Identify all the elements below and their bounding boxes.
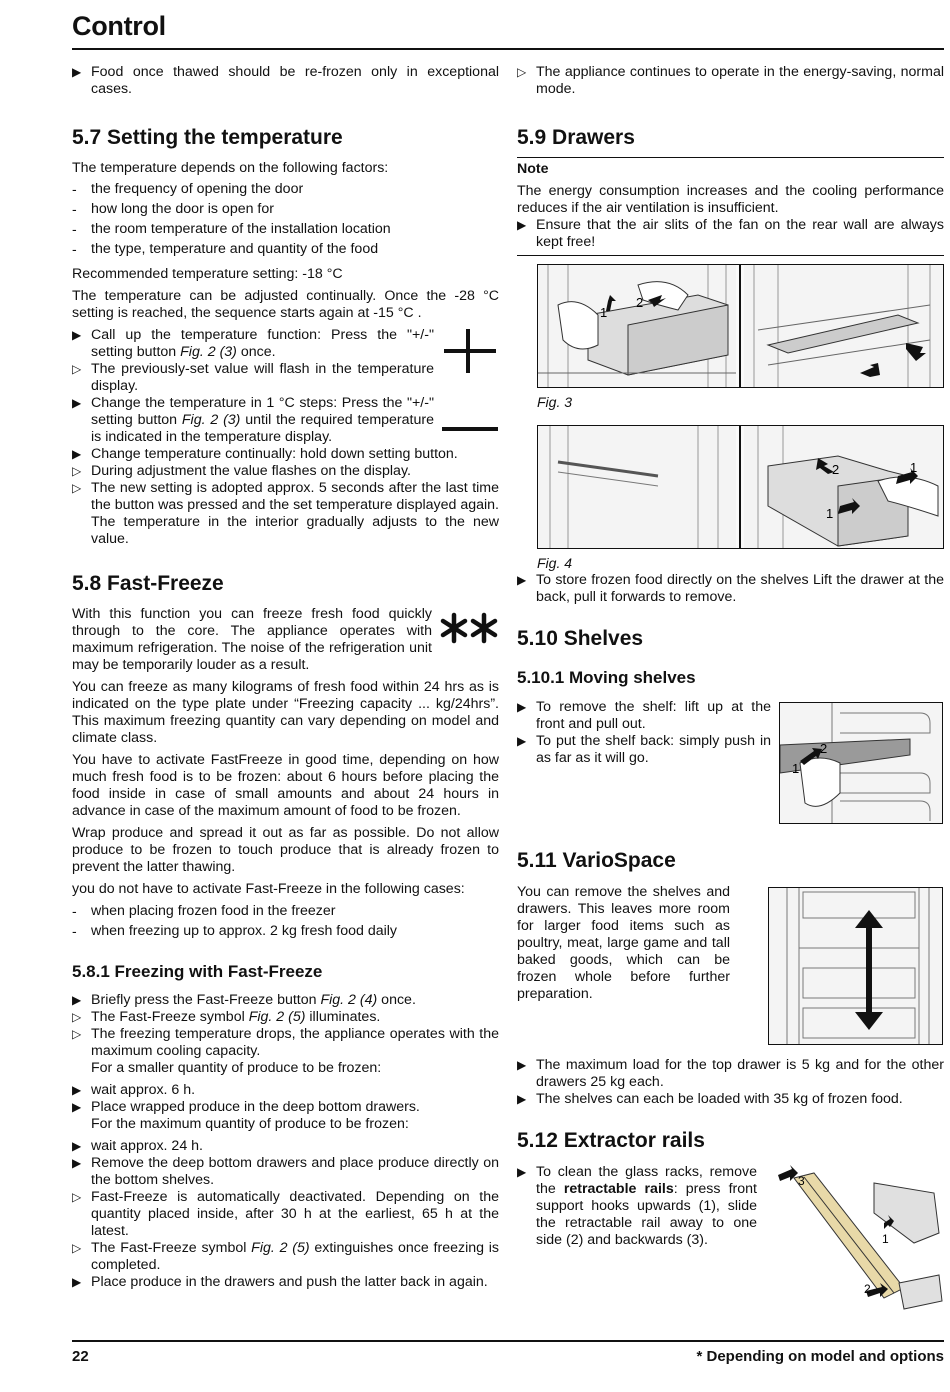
section-5-8-1-heading: 5.8.1 Freezing with Fast-Freeze (72, 962, 323, 981)
list-item: ▶ To store frozen food directly on the shelves Lift the drawer at the back, pull it forwards to remove. (517, 572, 944, 605)
list-item: ▷ Fast-Freeze is automatically deactivated. Depending on the quantity placed inside, after 30 h at the earliest, 65 h at the latest. (72, 1189, 499, 1239)
left-column (72, 64, 499, 1291)
header-rule (72, 48, 944, 50)
list-item: ▶ To put the shelf back: simply push in as far as it will go. (517, 733, 771, 766)
paragraph: You can freeze as many kilograms of fresh food within 24 hrs as is indicated on the type plate under “Freezing capacity ... kg/24hrs”. This maximum freezing quantity can vary depending on model and climate class. (72, 679, 499, 746)
variospace-loads (517, 1057, 944, 1108)
list-item: ▶ The shelves can each be loaded with 35 kg of frozen food. (517, 1091, 903, 1107)
list-item: ▷ The previously-set value will flash in the temperature display. (72, 361, 434, 394)
figure-3-drawer-removal (537, 264, 944, 388)
figure-label: 1 (882, 1232, 889, 1246)
note-title: Note (517, 157, 944, 178)
snowflake-icon (440, 612, 500, 644)
figure-4-caption: Fig. 4 (537, 555, 573, 571)
paragraph: The temperature depends on the following factors: (72, 160, 389, 176)
list-item: ▶ Place produce in the drawers and push the latter back in again. (72, 1274, 488, 1290)
list-item: ▷ The Fast-Freeze symbol Fig. 2 (5) illuminates. (72, 1009, 381, 1025)
list-item: ▷ The freezing temperature drops, the appliance operates with the maximum cooling capacity. (72, 1026, 499, 1059)
paragraph: You have to activate FastFreeze in good time, depending on how much fresh food is to be frozen: about 6 hours before placing the food inside in case of small amounts and about 24 hours in advance in case of the maximum amount of food to be frozen. (72, 752, 499, 819)
plus-minus-icon (440, 325, 500, 445)
section-5-10-heading: 5.10 Shelves (517, 627, 644, 650)
list-item: ▷ The new setting is adopted approx. 5 seconds after the last time the button was pressed and the set temperature displayed again. The temperature in the interior gradually adjusts to the new value. (72, 480, 499, 547)
paragraph: With this function you can freeze fresh food quickly through to the core. The appliance operates with maximum refrigeration. The noise of the refrigeration unit may be temporarily louder as a result. (72, 606, 432, 673)
section-5-11-heading: 5.11 VarioSpace (517, 849, 676, 872)
list-item: - when freezing up to approx. 2 kg fresh food daily (72, 923, 398, 939)
figure-label: 2 (864, 1282, 871, 1296)
list-item: ▷ The Fast-Freeze symbol Fig. 2 (5) extinguishes once freezing is completed. (72, 1240, 500, 1273)
list-item: ▶ wait approx. 6 h. (72, 1082, 196, 1098)
figure-moving-shelves (779, 702, 943, 824)
section-5-10-1-heading: 5.10.1 Moving shelves (517, 668, 696, 687)
figure-label: 1 (600, 305, 608, 320)
right-column (517, 64, 944, 256)
paragraph: You can remove the shelves and drawers. This leaves more room for larger food items such as poultry, meat, large game and tall baked goods, which can be frozen whole before further preparation. (517, 884, 730, 1002)
figure-3-caption: Fig. 3 (537, 394, 573, 410)
list-item: ▶ Change temperature continually: hold down setting button. (72, 446, 458, 462)
paragraph: Recommended temperature setting: -18 °C (72, 266, 343, 282)
footnote: * Depending on model and options (696, 1348, 944, 1365)
figure-label: 2 (832, 462, 840, 477)
list-item: ▶ The maximum load for the top drawer is 5 kg and for the other drawers 25 kg each. (517, 1057, 944, 1090)
list-item: ▶ Call up the temperature function: Press the "+/-" setting button Fig. 2 (3) once. (72, 327, 434, 360)
list-item: - when placing frozen food in the freezer (72, 903, 336, 919)
section-5-12-heading: 5.12 Extractor rails (517, 1129, 705, 1152)
list-item: ▶ wait approx. 24 h. (72, 1138, 203, 1154)
figure-label: 1 (792, 761, 800, 776)
list-item: - the room temperature of the installation location (72, 221, 391, 237)
list-item: - how long the door is open for (72, 201, 274, 217)
extractor-rail-instructions (517, 1164, 757, 1249)
list-item: - the frequency of opening the door (72, 181, 304, 197)
section-5-9-heading: 5.9 Drawers (517, 126, 635, 149)
list-item: - the type, temperature and quantity of the food (72, 241, 379, 257)
figure-label: 3 (798, 1174, 805, 1188)
paragraph: For a smaller quantity of produce to be frozen: (91, 1060, 382, 1076)
shelf-instructions (517, 699, 771, 767)
list-item: ▶ Ensure that the air slits of the fan on the rear wall are always kept free! (517, 217, 944, 250)
list-item: ▶ Change the temperature in 1 °C steps: Press the "+/-" setting button Fig. 2 (3) until the required temperature is indicated in the temperature display. (72, 395, 434, 445)
figure-label: 2 (636, 295, 644, 310)
list-item: ▶ Place wrapped produce in the deep bottom drawers. (72, 1099, 420, 1115)
note-text: The energy consumption increases and the cooling performance reduces if the air ventilation is insufficient. (517, 183, 944, 216)
paragraph: The temperature can be adjusted continually. Once the -28 °C setting is reached, the sequence starts again at -15 °C . (72, 288, 499, 321)
list-item: ▷ The appliance continues to operate in the energy-saving, normal mode. (517, 64, 944, 97)
page-header (72, 10, 944, 50)
figure-label: 1 (826, 506, 834, 521)
page-title: Control (72, 11, 166, 41)
paragraph: Wrap produce and spread it out as far as possible. Do not allow produce to be frozen to touch produce that is already frozen to prevent the latter thawing. (72, 825, 499, 875)
list-item: ▶ To clean the glass racks, remove the retractable rails: press front support hooks upwards (1), slide the retractable rail away to one side (2) and backwards (3). (517, 1164, 757, 1248)
list-item: ▷ During adjustment the value flashes on the display. (72, 463, 411, 479)
list-item: ▶ To remove the shelf: lift up at the front and pull out. (517, 699, 771, 732)
section-5-8-heading: 5.8 Fast-Freeze (72, 572, 224, 595)
page-footer (72, 1340, 944, 1365)
list-item: ▶ Briefly press the Fast-Freeze button Fig. 2 (4) once. (72, 992, 416, 1008)
figure-label: 1 (910, 460, 918, 475)
paragraph: you do not have to activate Fast-Freeze in the following cases: (72, 881, 465, 897)
list-item: ▶ Remove the deep bottom drawers and place produce directly on the bottom shelves. (72, 1155, 499, 1188)
list-item: ▶ Food once thawed should be re-frozen only in exceptional cases. (72, 64, 499, 97)
page-number: 22 (72, 1348, 89, 1365)
note-rule (517, 255, 944, 256)
paragraph: For the maximum quantity of produce to be frozen: (91, 1116, 409, 1132)
figure-extractor-rails (764, 1163, 944, 1313)
figure-label: 2 (820, 741, 828, 756)
section-5-7-heading: 5.7 Setting the temperature (72, 126, 343, 149)
figure-variospace (768, 887, 943, 1045)
figure-4-drawer-lift (537, 425, 944, 549)
drawer-store-note (517, 572, 944, 606)
